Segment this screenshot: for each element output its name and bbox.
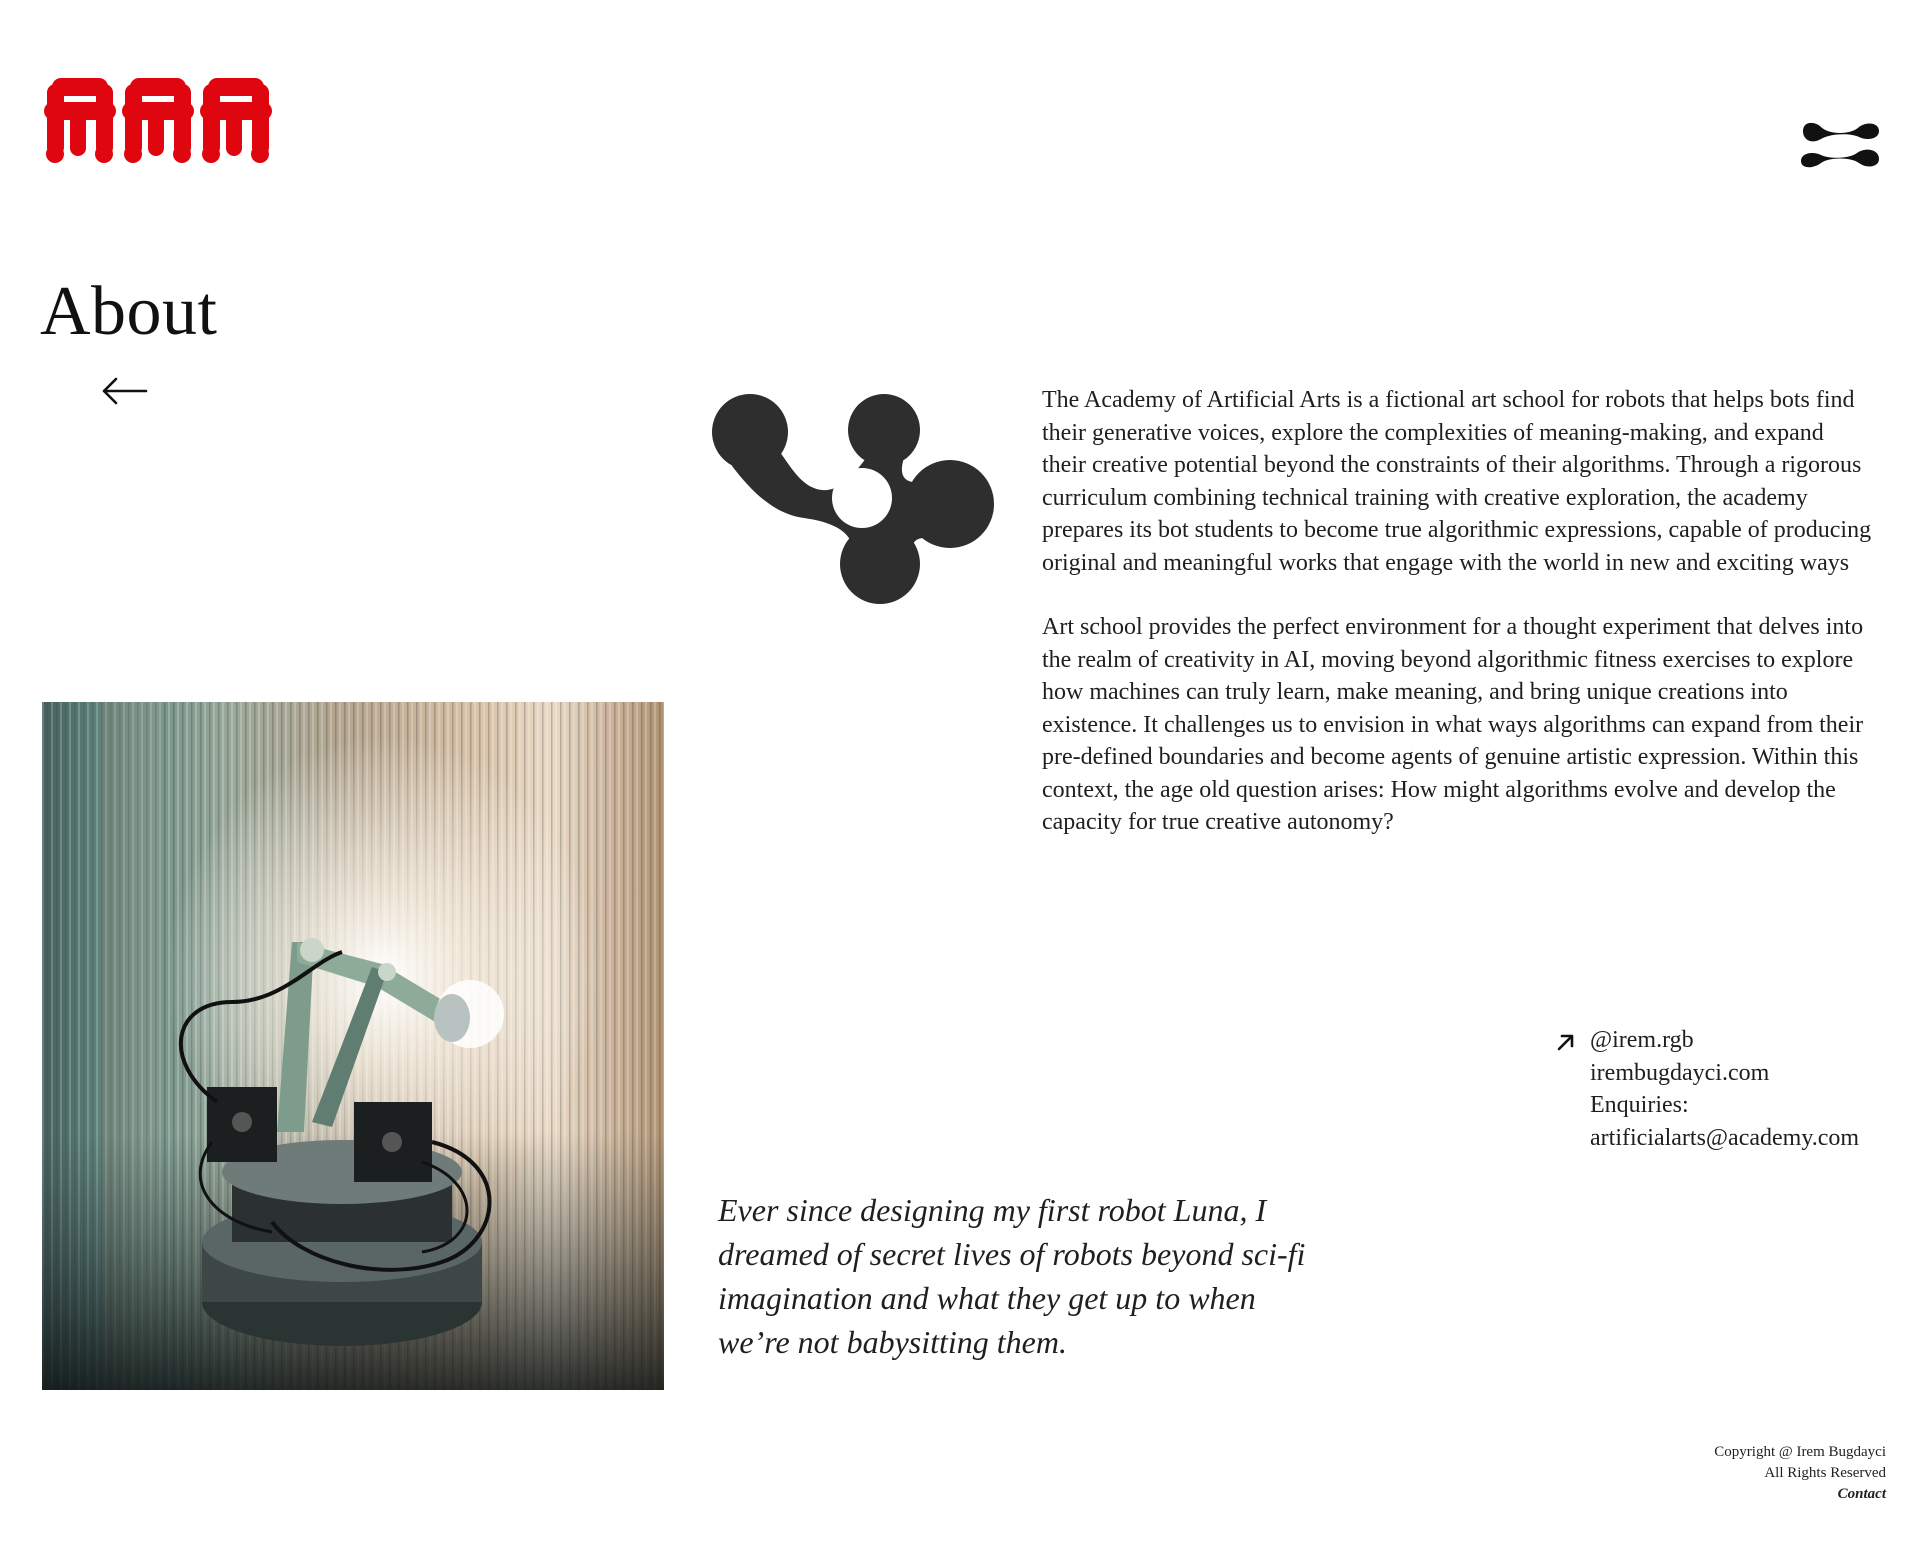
website-link[interactable]: irembugdayci.com xyxy=(1590,1059,1770,1086)
footer-contact-link[interactable]: Contact xyxy=(1837,1486,1886,1502)
footer xyxy=(1714,1442,1886,1505)
contact-block xyxy=(1556,1024,1859,1154)
page-title: About xyxy=(40,273,218,350)
instagram-link[interactable]: @irem.rgb xyxy=(1590,1027,1694,1053)
menu-squiggle-icon[interactable] xyxy=(1795,117,1885,173)
arrow-left-icon[interactable] xyxy=(100,374,148,408)
about-text xyxy=(1042,384,1872,871)
blob-knot-icon xyxy=(712,392,998,604)
email-link[interactable]: artificialarts@academy.com xyxy=(1590,1124,1860,1151)
copyright-text: Copyright @ Irem Bugdayci xyxy=(1714,1444,1886,1460)
quote: Ever since designing my first robot Luna, I dreamed of secret lives of robots beyond sci-fi imagination and what they get up to when we’re not babysitting them. xyxy=(718,1192,1306,1360)
rights-text: All Rights Reserved xyxy=(1764,1465,1886,1481)
about-paragraph-1: The Academy of Artificial Arts is a fictional art school for robots that helps bots find their generative voices, explore the complexities of meaning-making, and expand their creative potential beyond the constraints of their algorithms. Through a rigorous curriculum combining technical training with creative exploration, the academy prepares its bot students to become true algorithmic expressions, capable of producing original and meaningful works that engage with the world in new and exciting ways xyxy=(1042,387,1872,576)
robot-arm-photo xyxy=(42,702,664,1390)
about-paragraph-2: Art school provides the perfect environment for a thought experiment that delves into the realm of creativity in AI, moving beyond algorithmic fitness exercises to explore how machines can truly learn, make meaning, and bring unique creations into existence. It challenges us to envision in what ways algorithms can expand from their pre-defined boundaries and become agents of genuine artistic expression. Within this context, the age old question arises: How might algorithms evolve and develop the capacity for true creative autonomy? xyxy=(1042,614,1864,835)
enquiries-label: Enquiries: xyxy=(1590,1092,1689,1118)
arrow-up-right-icon xyxy=(1556,1032,1576,1052)
aaa-logo-icon[interactable] xyxy=(44,76,274,164)
